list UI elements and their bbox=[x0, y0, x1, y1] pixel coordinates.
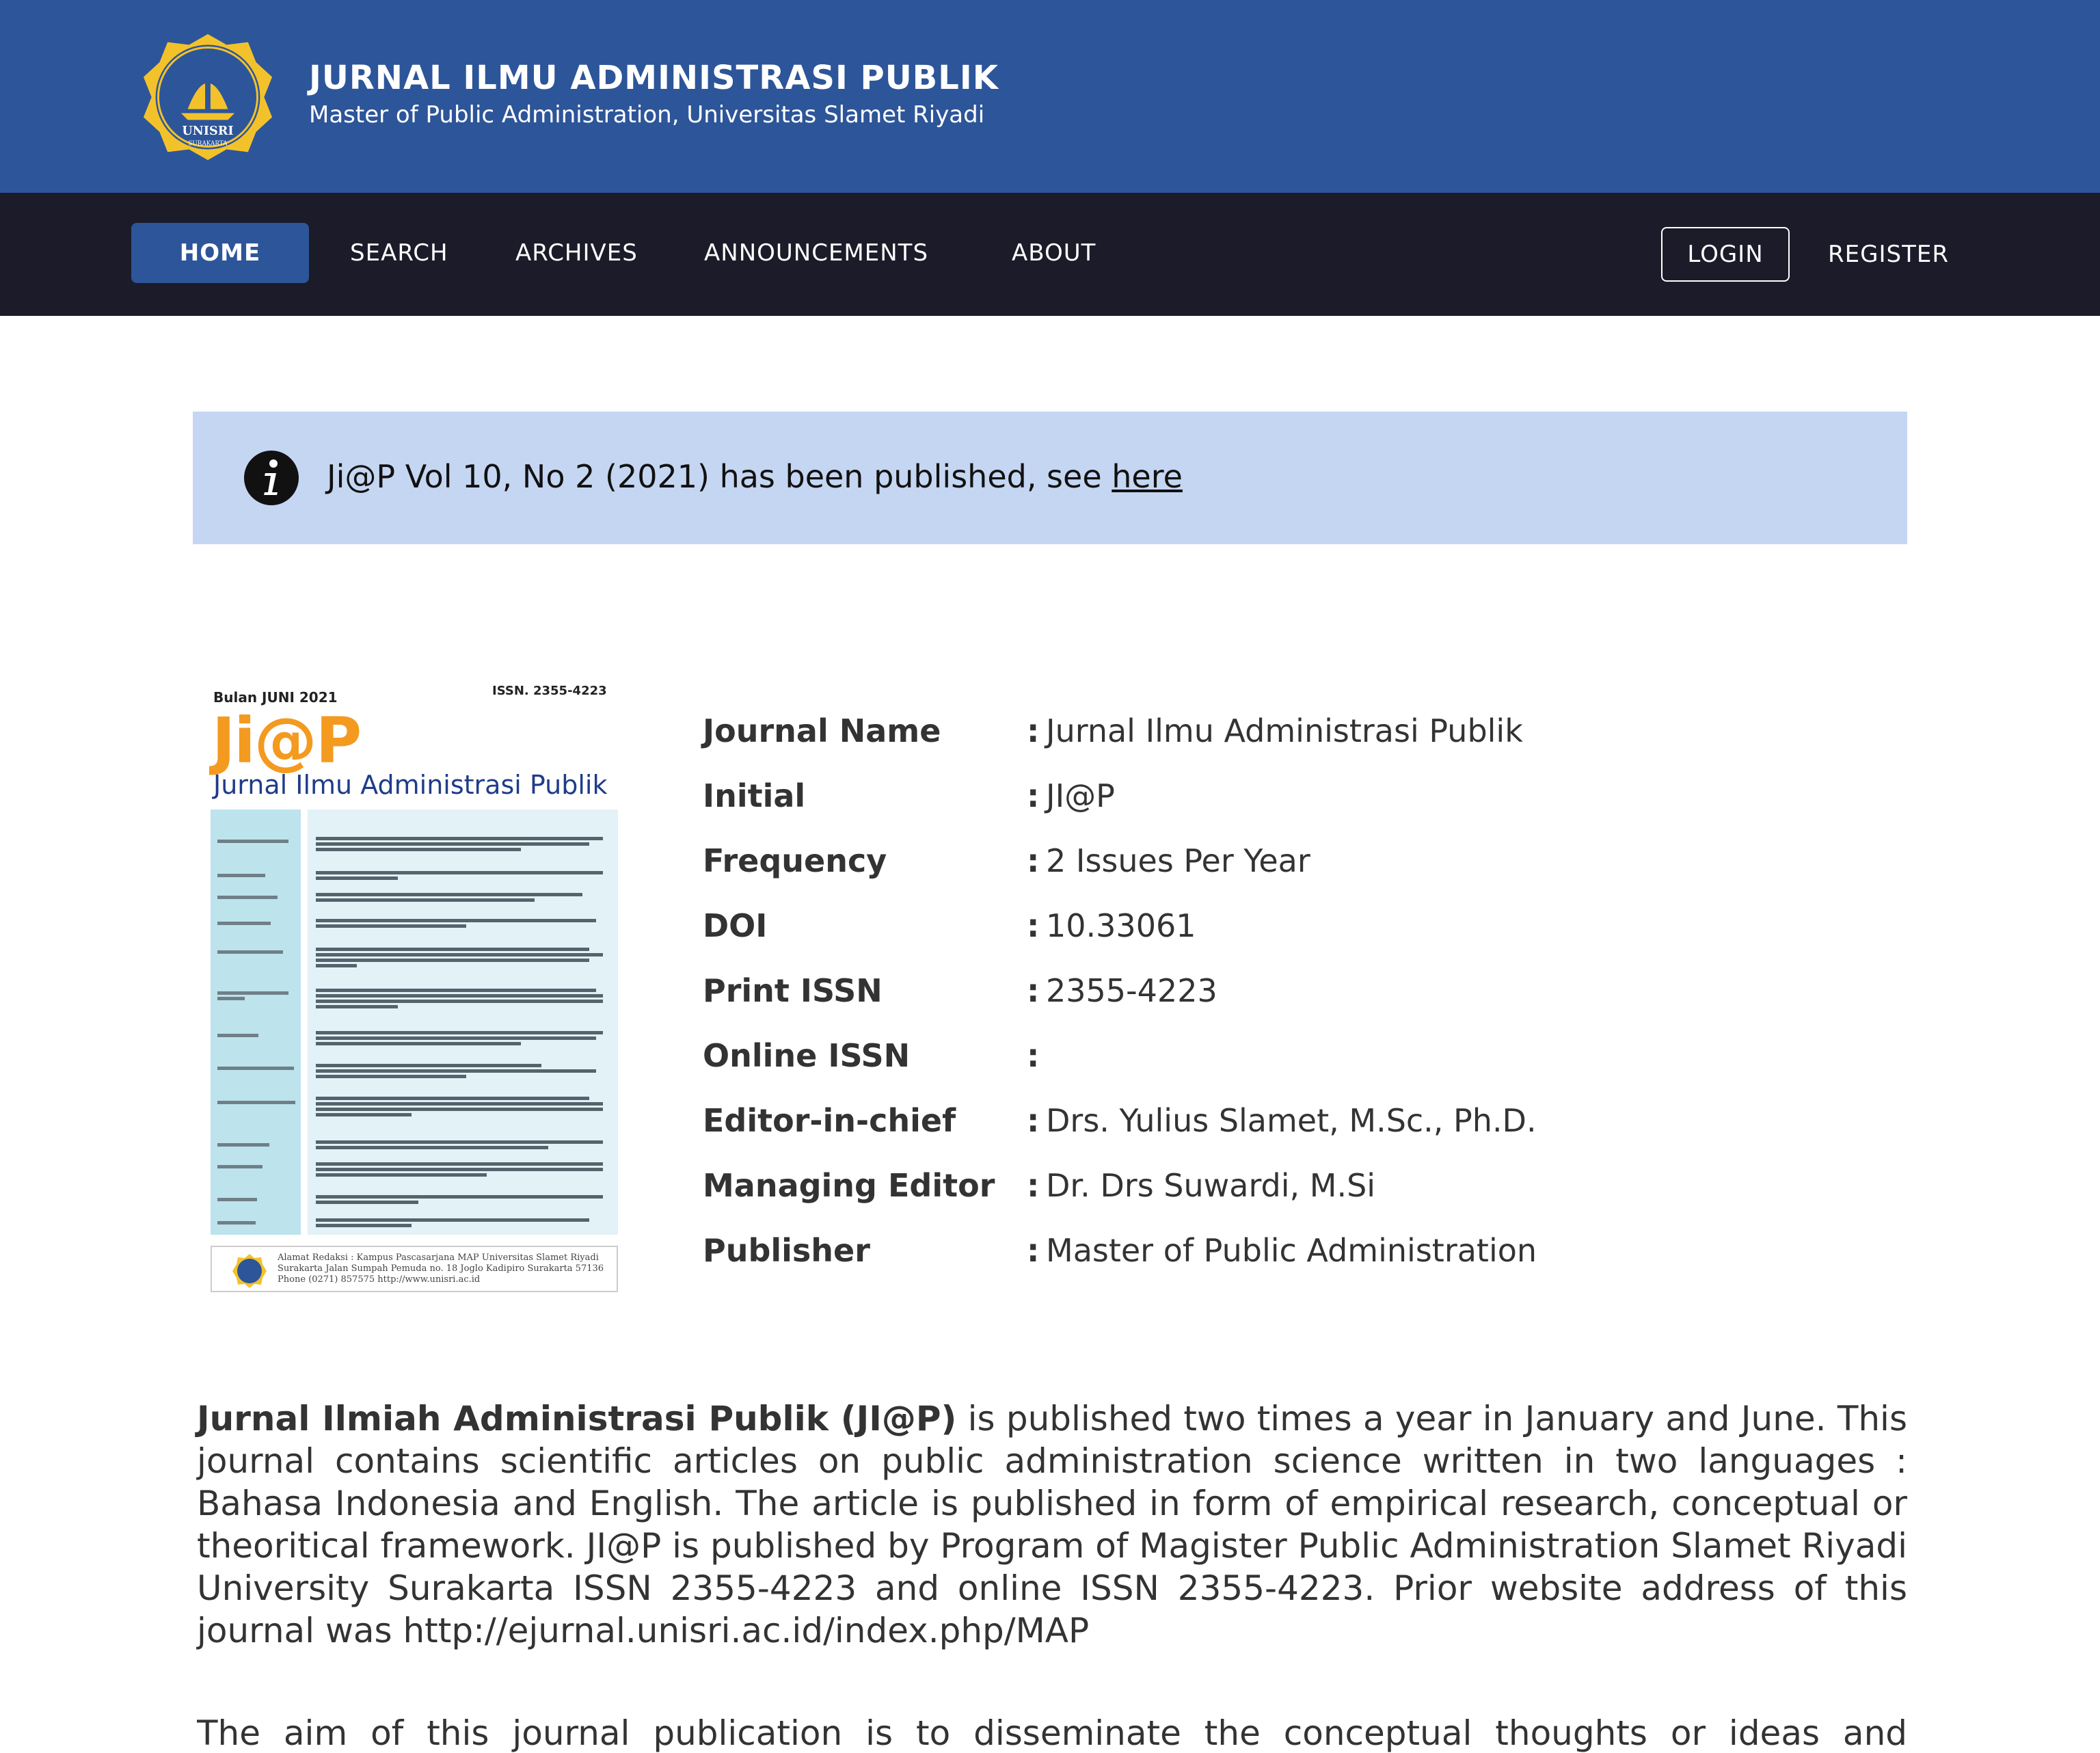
info-label: Editor-in-chief bbox=[703, 1102, 956, 1139]
register-link[interactable]: REGISTER bbox=[1828, 241, 1949, 268]
info-label: Print ISSN bbox=[703, 972, 883, 1009]
info-label: DOI bbox=[703, 907, 768, 944]
university-seal-icon[interactable] bbox=[141, 30, 275, 164]
login-button[interactable]: LOGIN bbox=[1661, 227, 1790, 282]
cover-footer bbox=[211, 1246, 618, 1292]
announcement-message: Ji@P Vol 10, No 2 (2021) has been published, see bbox=[327, 458, 1112, 495]
info-label: Initial bbox=[703, 777, 806, 814]
info-colon: : bbox=[1027, 712, 1040, 749]
journal-description bbox=[197, 1397, 1907, 1652]
nav-announcements[interactable]: ANNOUNCEMENTS bbox=[704, 239, 929, 267]
info-colon: : bbox=[1027, 1037, 1040, 1074]
site-header bbox=[0, 0, 2100, 193]
info-icon bbox=[243, 450, 299, 506]
nav-archives[interactable]: ARCHIVES bbox=[515, 239, 638, 267]
info-value: JI@P bbox=[1046, 777, 1115, 814]
cover-footer-text: Alamat Redaksi : Kampus Pascasarjana MAP Universitas Slamet Riyadi Surakarta Jalan Sumpah Pemuda no. 18 Joglo Kadipiro Surakarta 57136 Phone (0271) 857575 http://www.unisri.ac.id bbox=[278, 1253, 604, 1285]
info-colon: : bbox=[1027, 1232, 1040, 1269]
cover-text-lines bbox=[211, 809, 618, 1235]
cover-seal-icon bbox=[231, 1253, 268, 1289]
info-value: Jurnal Ilmu Administrasi Publik bbox=[1046, 712, 1523, 749]
svg-text:UNISRI: UNISRI bbox=[182, 123, 234, 138]
info-value: 2355-4223 bbox=[1046, 972, 1217, 1009]
main-nav bbox=[0, 193, 2100, 316]
info-value: Master of Public Administration bbox=[1046, 1232, 1537, 1269]
cover-issn: ISSN. 2355-4223 bbox=[492, 684, 607, 698]
announcement-link[interactable]: here bbox=[1112, 458, 1183, 495]
cover-month: Bulan JUNI 2021 bbox=[213, 689, 338, 706]
info-value: 10.33061 bbox=[1046, 907, 1196, 944]
info-label: Journal Name bbox=[703, 712, 941, 749]
announcement-text bbox=[327, 458, 1183, 495]
info-colon: : bbox=[1027, 1102, 1040, 1139]
svg-text:SURAKARTA: SURAKARTA bbox=[188, 140, 228, 148]
site-title[interactable]: JURNAL ILMU ADMINISTRASI PUBLIK bbox=[309, 59, 999, 97]
info-colon: : bbox=[1027, 777, 1040, 814]
journal-cover-image[interactable] bbox=[209, 684, 619, 1294]
info-label: Online ISSN bbox=[703, 1037, 911, 1074]
info-colon: : bbox=[1027, 907, 1040, 944]
info-value: Dr. Drs Suwardi, M.Si bbox=[1046, 1167, 1376, 1204]
nav-about[interactable]: ABOUT bbox=[1012, 239, 1096, 267]
info-label: Publisher bbox=[703, 1232, 870, 1269]
nav-search[interactable]: SEARCH bbox=[350, 239, 448, 267]
announcement-banner bbox=[193, 412, 1907, 544]
info-value: 2 Issues Per Year bbox=[1046, 842, 1310, 879]
site-subtitle: Master of Public Administration, Universitas Slamet Riyadi bbox=[309, 101, 985, 129]
info-colon: : bbox=[1027, 842, 1040, 879]
journal-aim-text: The aim of this journal publication is to disseminate the conceptual thoughts or ideas and bbox=[197, 1713, 1907, 1753]
info-value: Drs. Yulius Slamet, M.Sc., Ph.D. bbox=[1046, 1102, 1537, 1139]
cover-logo: Ji@P bbox=[212, 704, 361, 777]
journal-description-title: Jurnal Ilmiah Administrasi Publik (JI@P) bbox=[197, 1399, 957, 1438]
nav-home[interactable]: HOME bbox=[131, 223, 309, 283]
info-colon: : bbox=[1027, 972, 1040, 1009]
journal-description-text: is published two times a year in January and June. This journal contains scientific articles on public administration science written in two languages : Bahasa Indonesia and English. The article is published in form of empirical research, conceptual or theoritical framework. JI@P is published by Program of Magister Public Administration Slamet Riyadi University Surakarta ISSN 2355-4223 and online ISSN 2355-4223. Prior website address of this journal was http://ejurnal.unisri.ac.id/index.php/MAP bbox=[197, 1399, 1907, 1650]
info-label: Managing Editor bbox=[703, 1167, 995, 1204]
info-label: Frequency bbox=[703, 842, 887, 879]
cover-journal-name: Jurnal Ilmu Administrasi Publik bbox=[213, 770, 608, 800]
info-colon: : bbox=[1027, 1167, 1040, 1204]
cover-contents bbox=[211, 809, 618, 1235]
